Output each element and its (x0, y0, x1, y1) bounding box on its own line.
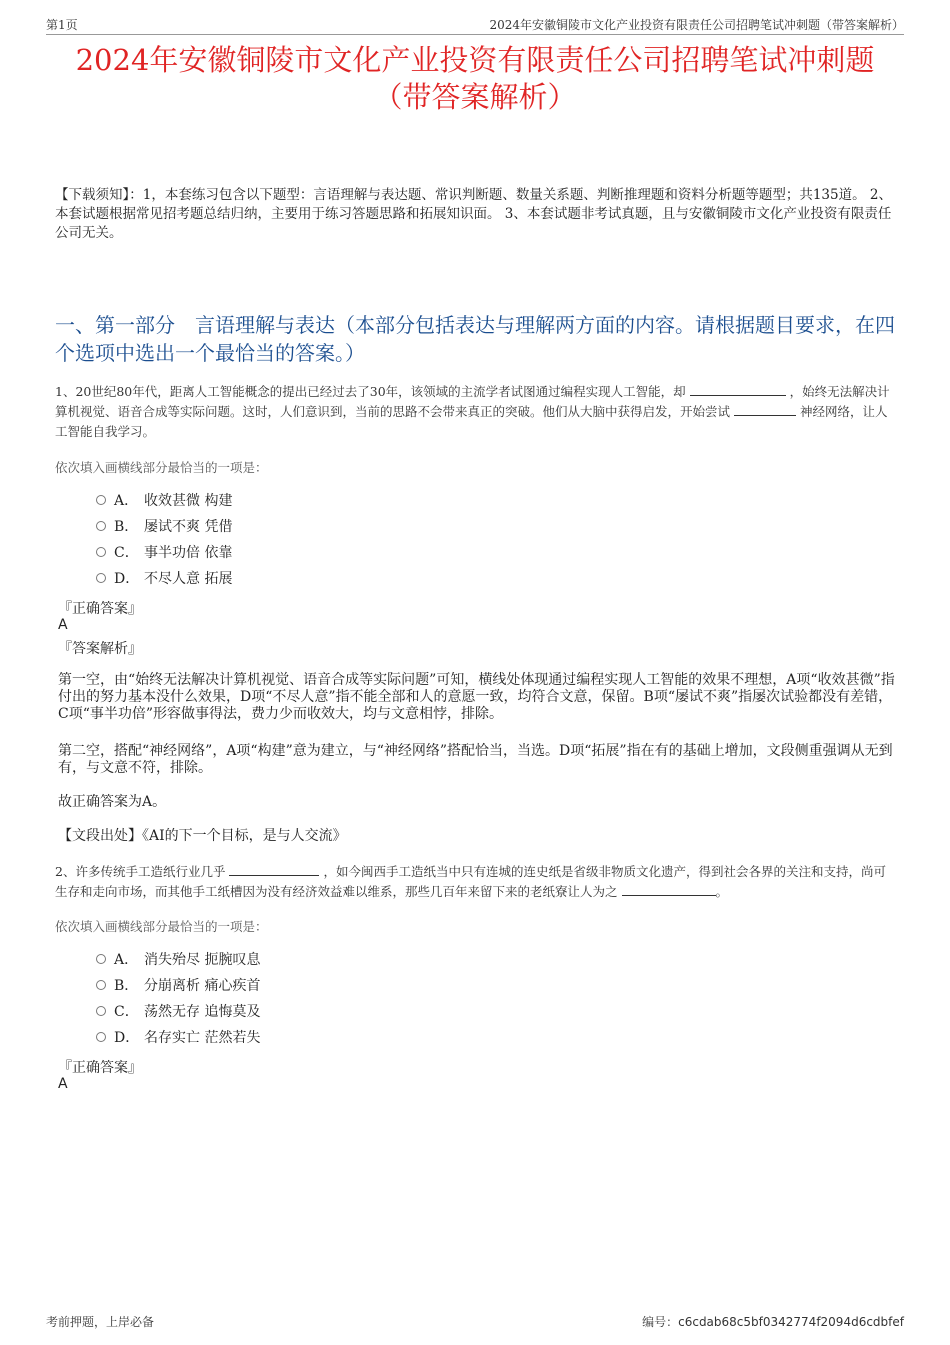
question-2-text (55, 862, 898, 902)
q1-answer: A (58, 617, 68, 633)
radio-icon[interactable] (96, 980, 106, 990)
radio-icon[interactable] (96, 495, 106, 505)
page-header (46, 14, 904, 35)
radio-icon[interactable] (96, 573, 106, 583)
radio-icon[interactable] (96, 521, 106, 531)
q1-blank-1 (690, 382, 786, 396)
q2-blank-2 (622, 882, 716, 896)
q1-option-c[interactable]: C． 事半功倍 依靠 (96, 543, 232, 563)
page-number: 第1页 (46, 18, 78, 32)
q2-prompt: 依次填入画横线部分最恰当的一项是： (55, 919, 268, 934)
download-notice: 【下载须知】：1，本套练习包含以下题型：言语理解与表达题、常识判断题、数量关系题、判断推理题和资料分析题等题型；共135道。 2、本套试题根据常见招考题总结归纳，主要用于练习答题思路和拓展知识面。 3、本套试题非考试真题，且与安徽铜陵市文化产业投资有限责任公司无关。 (55, 187, 892, 241)
radio-icon[interactable] (96, 1006, 106, 1016)
q1-text-part-a: 1、20世纪80年代，距离人工智能概念的提出已经过去了30年，该领域的主流学者试图通过编程实现人工智能，却 (55, 384, 686, 399)
q1-answer-label: 『正确答案』 (58, 601, 142, 617)
q1-prompt: 依次填入画横线部分最恰当的一项是： (55, 460, 268, 475)
q2-text-part-a: 2、许多传统手工造纸行业几乎 (55, 864, 226, 879)
q1-option-a[interactable]: A． 收效甚微 构建 (96, 491, 232, 511)
q1-analysis-label: 『答案解析』 (58, 641, 142, 657)
q2-blank-1 (229, 862, 319, 876)
radio-icon[interactable] (96, 547, 106, 557)
footer-code-label: 编号： (642, 1315, 679, 1329)
q1-option-d[interactable]: D． 不尽人意 拓展 (96, 569, 232, 589)
q1-analysis-paragraph-1: 第一空，由“始终无法解决计算机视觉、语音合成等实际问题”可知，横线处体现通过编程实现人工智能的效果不理想，A项“收效甚微”指付出的努力基本没什么效果，D项“不尽人意”指不能全部和人的意愿一致，均符合文意，保留。B项“屡试不爽”指屡次试验都没有差错，C项“事半功倍”形容做事得法，费力少而收效大，均与文意相悖，排除。 (58, 672, 895, 722)
q1-analysis-paragraph-2: 第二空，搭配“神经网络”，A项“构建”意为建立，与“神经网络”搭配恰当，当选。D项“拓展”指在有的基础上增加，文段侧重强调从无到有，与文意不符，排除。 (58, 743, 893, 776)
q2-option-d[interactable]: D． 名存实亡 茫然若失 (96, 1028, 260, 1048)
footer-slogan: 考前押题，上岸必备 (46, 1315, 155, 1329)
footer-code-value: c6cdab68c5bf0342774f2094d6cdbfef (678, 1315, 904, 1329)
q2-answer: A (58, 1076, 68, 1092)
section-title: 一、第一部分 言语理解与表达（本部分包括表达与理解两方面的内容。请根据题目要求，在四个选项中选出一个最恰当的答案。） (55, 313, 895, 365)
q2-option-c[interactable]: C． 荡然无存 追悔莫及 (96, 1002, 260, 1022)
q2-answer-label: 『正确答案』 (58, 1060, 142, 1076)
page-title (30, 42, 920, 116)
question-1-text (55, 382, 898, 442)
radio-icon[interactable] (96, 954, 106, 964)
header-doc-title: 2024年安徽铜陵市文化产业投资有限责任公司招聘笔试冲刺题（带答案解析） (489, 18, 904, 32)
footer-code (642, 1313, 904, 1330)
title-line-2: （带答案解析） (373, 80, 577, 114)
q1-text-part-c: 神经网络，让人工智能自我学习。 (55, 404, 888, 439)
q2-text-part-c: 。 (715, 884, 729, 899)
q1-analysis-conclusion: 故正确答案为A。 (58, 794, 167, 810)
q1-blank-2 (734, 402, 796, 416)
q2-option-b[interactable]: B． 分崩离析 痛心疾首 (96, 976, 260, 996)
q2-option-a[interactable]: A． 消失殆尽 扼腕叹息 (96, 950, 260, 970)
radio-icon[interactable] (96, 1032, 106, 1042)
q2-text-part-b: ，如今闽西手工造纸当中只有连城的连史纸是省级非物质文化遗产，得到社会各界的关注和支持，尚可生存和走向市场，而其他手工纸槽因为没有经济效益难以维系，那些几百年来留下来的老纸寮让人为之 (55, 864, 886, 899)
title-line-1: 2024年安徽铜陵市文化产业投资有限责任公司招聘笔试冲刺题 (75, 43, 875, 77)
q1-source: 【文段出处】《AI的下一个目标，是与人交流》 (58, 828, 347, 844)
q1-option-b[interactable]: B． 屡试不爽 凭借 (96, 517, 232, 537)
q1-text-part-b: ，始终无法解决计算机视觉、语音合成等实际问题。这时，人们意识到，当前的思路不会带来真正的突破。他们从大脑中获得启发，开始尝试 (55, 384, 890, 419)
